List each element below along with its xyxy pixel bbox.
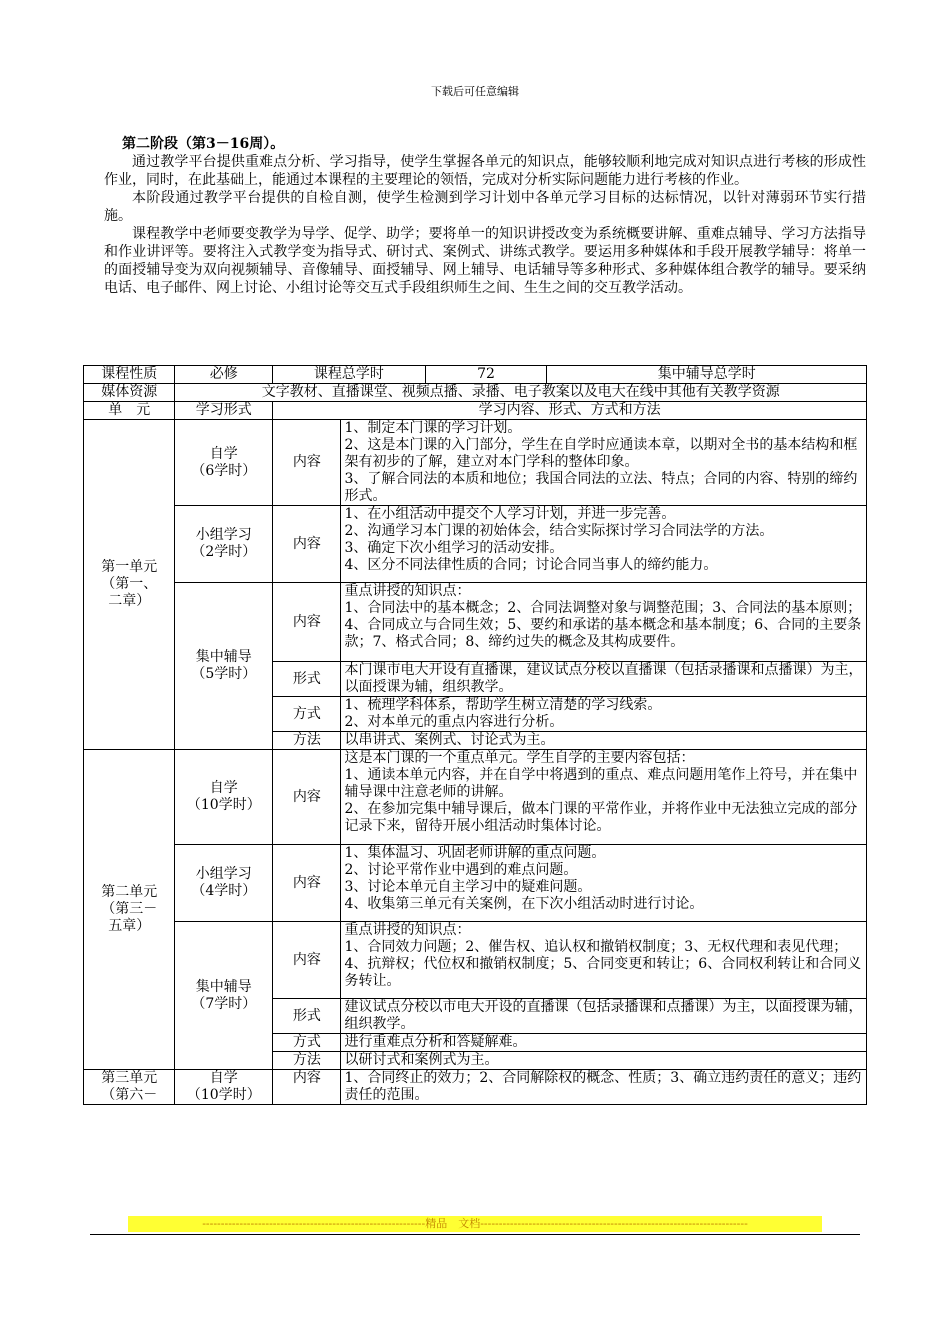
col-unit: 单 元 xyxy=(84,402,175,420)
row-type-label: 内容 xyxy=(273,1070,341,1105)
row-type-label: 内容 xyxy=(273,583,341,662)
learning-form xyxy=(175,583,273,750)
table-row xyxy=(84,402,867,420)
central-hours-label: 集中辅导总学时 xyxy=(547,366,867,384)
content-line: 4、收集第三单元有关案例，在下次小组活动时进行讨论。 xyxy=(344,896,704,912)
content-cell: 以串讲式、案例式、讨论式为主。 xyxy=(341,732,867,750)
learning-form xyxy=(175,420,273,506)
unit-name-line: 二章） xyxy=(108,593,151,609)
form-name: 自学 xyxy=(209,1070,238,1086)
row-type-label: 内容 xyxy=(273,506,341,583)
row-type-label: 形式 xyxy=(273,662,341,697)
unit-name xyxy=(84,420,175,750)
content-cell xyxy=(341,922,867,999)
footer-divider xyxy=(90,1234,860,1235)
content-line: 1、合同法中的基本概念；2、合同法调整对象与调整范围；3、合同法的基本原则；4、合同成立与合同生效；5、要约和承诺的基本概念和基本制度；6、合同的主要条款；7、格式合同；8、缔约过失的概念及其构成要件。 xyxy=(344,600,862,650)
unit-name-line: 五章） xyxy=(108,918,151,934)
table-row xyxy=(84,506,867,583)
content-cell xyxy=(341,750,867,845)
teaching-plan-table xyxy=(83,365,867,1105)
unit-name-line: （第一、 xyxy=(101,576,158,592)
content-line: 1、通读本单元内容，并在自学中将遇到的重点、难点问题用笔作上符号，并在集中辅导课中注意老师的讲解。 xyxy=(344,767,858,800)
content-line: 2、在参加完集中辅导课后，做本门课的平常作业，并将作业中无法独立完成的部分记录下来，留待开展小组活动时集体讨论。 xyxy=(344,801,858,834)
total-hours-label: 课程总学时 xyxy=(273,366,425,384)
total-hours-value: 72 xyxy=(425,366,547,384)
form-hours: （6学时） xyxy=(191,462,257,479)
form-hours: （10学时） xyxy=(186,797,261,813)
form-hours: （10学时） xyxy=(186,1087,261,1103)
content-line: 3、了解合同法的本质和地位；我国合同法的立法、特点；合同的内容、特别的缔约形式。 xyxy=(344,471,858,504)
learning-form xyxy=(175,1070,273,1105)
row-type-label: 方法 xyxy=(273,1052,341,1070)
content-line: 1、梳理学科体系，帮助学生树立清楚的学习线索。 xyxy=(344,697,662,713)
form-name: 自学 xyxy=(209,445,238,462)
content-line: 3、确定下次小组学习的活动安排。 xyxy=(344,540,564,556)
content-line: 2、这是本门课的入门部分，学生在自学时应通读本章，以期对全书的基本结构和框架有初步的了解，建立对本门学科的整体印象。 xyxy=(344,437,858,470)
form-hours: （5学时） xyxy=(191,666,257,682)
row-type-label: 内容 xyxy=(273,420,341,506)
table-row xyxy=(84,845,867,922)
row-type-label: 方式 xyxy=(273,697,341,732)
table-row xyxy=(84,922,867,999)
form-name: 集中辅导 xyxy=(195,978,252,995)
media-label: 媒体资源 xyxy=(84,384,175,402)
content-line: 3、讨论本单元自主学习中的疑难问题。 xyxy=(344,879,592,895)
learning-form xyxy=(175,922,273,1070)
form-hours: （2学时） xyxy=(191,544,257,560)
row-type-label: 方法 xyxy=(273,732,341,750)
content-line: 重点讲授的知识点： xyxy=(344,583,471,599)
row-type-label: 内容 xyxy=(273,845,341,922)
intro-section xyxy=(104,135,866,297)
table-row xyxy=(84,1070,867,1105)
content-line: 4、区分不同法律性质的合同；讨论合同当事人的缔约能力。 xyxy=(344,557,718,573)
stage-title: 第二阶段（第3－16周）。 xyxy=(122,136,285,152)
unit-name-line: （第三－ xyxy=(101,901,158,917)
row-type-label: 内容 xyxy=(273,922,341,999)
table-row xyxy=(84,420,867,506)
row-type-label: 形式 xyxy=(273,999,341,1034)
unit-name-line: 第三单元 xyxy=(101,1070,158,1086)
media-value: 文字教材、直播课堂、视频点播、录播、电子教案以及电大在线中其他有关教学资源 xyxy=(175,384,867,402)
form-hours: （4学时） xyxy=(191,883,257,899)
table-row xyxy=(84,750,867,845)
paragraph: 课程教学中老师要变教学为导学、促学、助学；要将单一的知识讲授改变为系统概要讲解、重难点辅导、学习方法指导和作业讲评等。要将注入式教学变为指导式、研讨式、案例式、讲练式教学。要运用多种媒体和手段开展教学辅导：将单一的面授辅导变为双向视频辅导、音像辅导、面授辅导、网上辅导、电话辅导等多种形式、多种媒体组合教学的辅导。要采纳电话、电子邮件、网上讨论、小组讨论等交互式手段组织师生之间、生生之间的交互教学活动。 xyxy=(104,226,866,296)
unit-name-line: 第二单元 xyxy=(101,884,158,900)
course-nature-value: 必修 xyxy=(175,366,273,384)
unit-name xyxy=(84,1070,175,1105)
content-line: 2、沟通学习本门课的初始体会，结合实际探讨学习合同法学的方法。 xyxy=(344,523,774,539)
content-line: 2、对本单元的重点内容进行分析。 xyxy=(344,714,564,730)
form-name: 小组学习 xyxy=(195,527,252,543)
unit-name-line: （第六－ xyxy=(101,1087,158,1103)
table-row xyxy=(84,384,867,402)
col-content: 学习内容、形式、方式和方法 xyxy=(273,402,867,420)
content-cell: 1、合同终止的效力；2、合同解除权的概念、性质；3、确立违约责任的意义；违约责任的范围。 xyxy=(341,1070,867,1105)
row-type-label: 内容 xyxy=(273,750,341,845)
col-form: 学习形式 xyxy=(175,402,273,420)
content-line: 重点讲授的知识点： xyxy=(344,922,471,938)
form-name: 自学 xyxy=(209,780,238,796)
table-row xyxy=(84,366,867,384)
learning-form xyxy=(175,750,273,845)
form-name: 集中辅导 xyxy=(195,649,252,665)
content-cell xyxy=(341,845,867,922)
content-cell xyxy=(341,583,867,662)
form-name: 小组学习 xyxy=(195,866,252,882)
content-cell: 以研讨式和案例式为主。 xyxy=(341,1052,867,1070)
learning-form xyxy=(175,845,273,922)
content-cell xyxy=(341,506,867,583)
content-line: 1、合同效力问题；2、催告权、追认权和撤销权制度；3、无权代理和表见代理；4、抗辩权；代位权和撤销权制度；5、合同变更和转让；6、合同权利转让和合同义务转让。 xyxy=(344,939,862,989)
paragraph: 通过教学平台提供重难点分析、学习指导，使学生掌握各单元的知识点，能够较顺利地完成对知识点进行考核的形成性作业，同时，在此基础上，能通过本课程的主要理论的领悟，完成对分析实际问题能力进行考核的作业。 xyxy=(104,154,866,188)
unit-name-line: 第一单元 xyxy=(101,559,158,575)
course-nature-label: 课程性质 xyxy=(84,366,175,384)
form-hours: （7学时） xyxy=(191,995,257,1012)
row-type-label: 方式 xyxy=(273,1034,341,1052)
content-line: 1、在小组活动中提交个人学习计划，并进一步完善。 xyxy=(344,506,676,522)
paragraph: 本阶段通过教学平台提供的自检自测，使学生检测到学习计划中各单元学习目标的达标情况，以针对薄弱环节实行措施。 xyxy=(104,190,866,224)
unit-name xyxy=(84,750,175,1070)
content-cell: 建议试点分校以市电大开设的直播课（包括录播课和点播课）为主，以面授课为辅，组织教学。 xyxy=(341,999,867,1034)
table-row xyxy=(84,583,867,662)
content-cell: 本门课市电大开设有直播课，建议试点分校以直播课（包括录播课和点播课）为主，以面授课为辅，组织教学。 xyxy=(341,662,867,697)
content-line: 这是本门课的一个重点单元。学生自学的主要内容包括： xyxy=(344,750,695,766)
learning-form xyxy=(175,506,273,583)
footer-banner: ------------------------------------------------------------精品 文档------------------------------------------------------------------------ xyxy=(128,1216,822,1232)
header-note: 下载后可任意编辑 xyxy=(431,85,519,98)
content-cell xyxy=(341,697,867,732)
content-cell xyxy=(341,420,867,506)
content-line: 1、制定本门课的学习计划。 xyxy=(344,420,522,436)
content-line: 1、集体温习、巩固老师讲解的重点问题。 xyxy=(344,845,606,861)
content-line: 2、讨论平常作业中遇到的难点问题。 xyxy=(344,862,578,878)
content-cell: 进行重难点分析和答疑解难。 xyxy=(341,1034,867,1052)
